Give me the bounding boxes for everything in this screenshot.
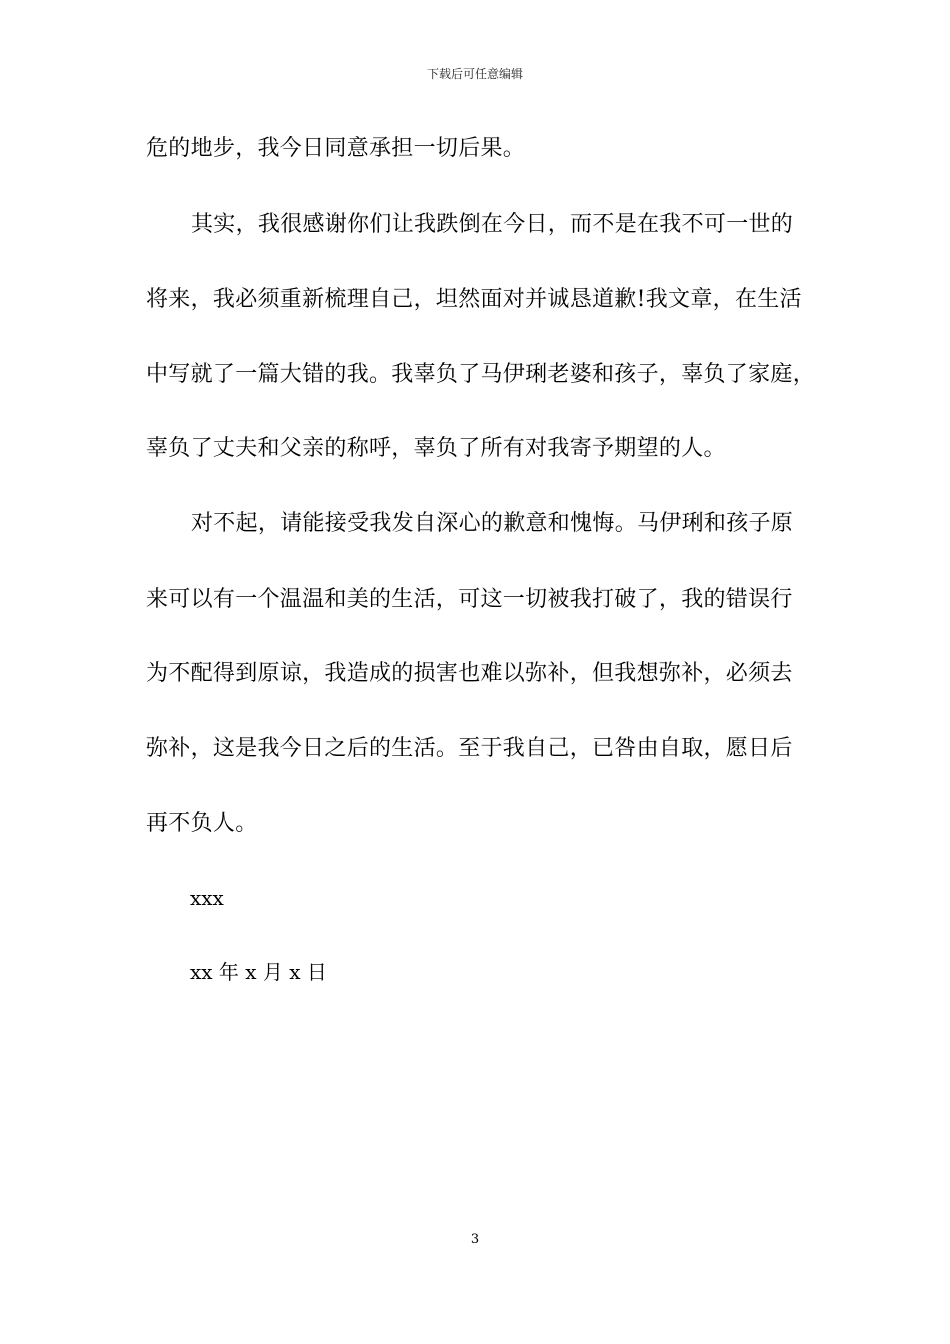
- page-header: 下载后可任意编辑: [426, 67, 523, 81]
- text-line: 再不负人。: [146, 811, 258, 836]
- text-line: 中写就了一篇大错的我。我辜负了马伊琍老婆和孩子，辜负了家庭，: [146, 362, 816, 387]
- text-line: 为不配得到原谅，我造成的损害也难以弥补，但我想弥补，必须去: [146, 661, 793, 686]
- signature-name: xxx: [190, 886, 224, 910]
- page-number: 3: [470, 1232, 480, 1247]
- text-line: 弥补，这是我今日之后的生活。至于我自己，已咎由自取，愿日后: [146, 736, 793, 761]
- text-line: 将来，我必须重新梳理自己，坦然面对并诚恳道歉!我文章，在生活: [146, 287, 802, 312]
- text-line: 对不起，请能接受我发自深心的歉意和愧悔。马伊琍和孩子原: [191, 511, 794, 536]
- text-line: 辜负了丈夫和父亲的称呼，辜负了所有对我寄予期望的人。: [146, 436, 726, 461]
- text-line: 危的地步，我今日同意承担一切后果。: [146, 136, 526, 161]
- signature-date: xx 年 x 月 x 日: [190, 960, 327, 984]
- text-line: 来可以有一个温温和美的生活，可这一切被我打破了，我的错误行: [146, 587, 793, 612]
- text-line: 其实，我很感谢你们让我跌倒在今日，而不是在我不可一世的: [191, 212, 794, 237]
